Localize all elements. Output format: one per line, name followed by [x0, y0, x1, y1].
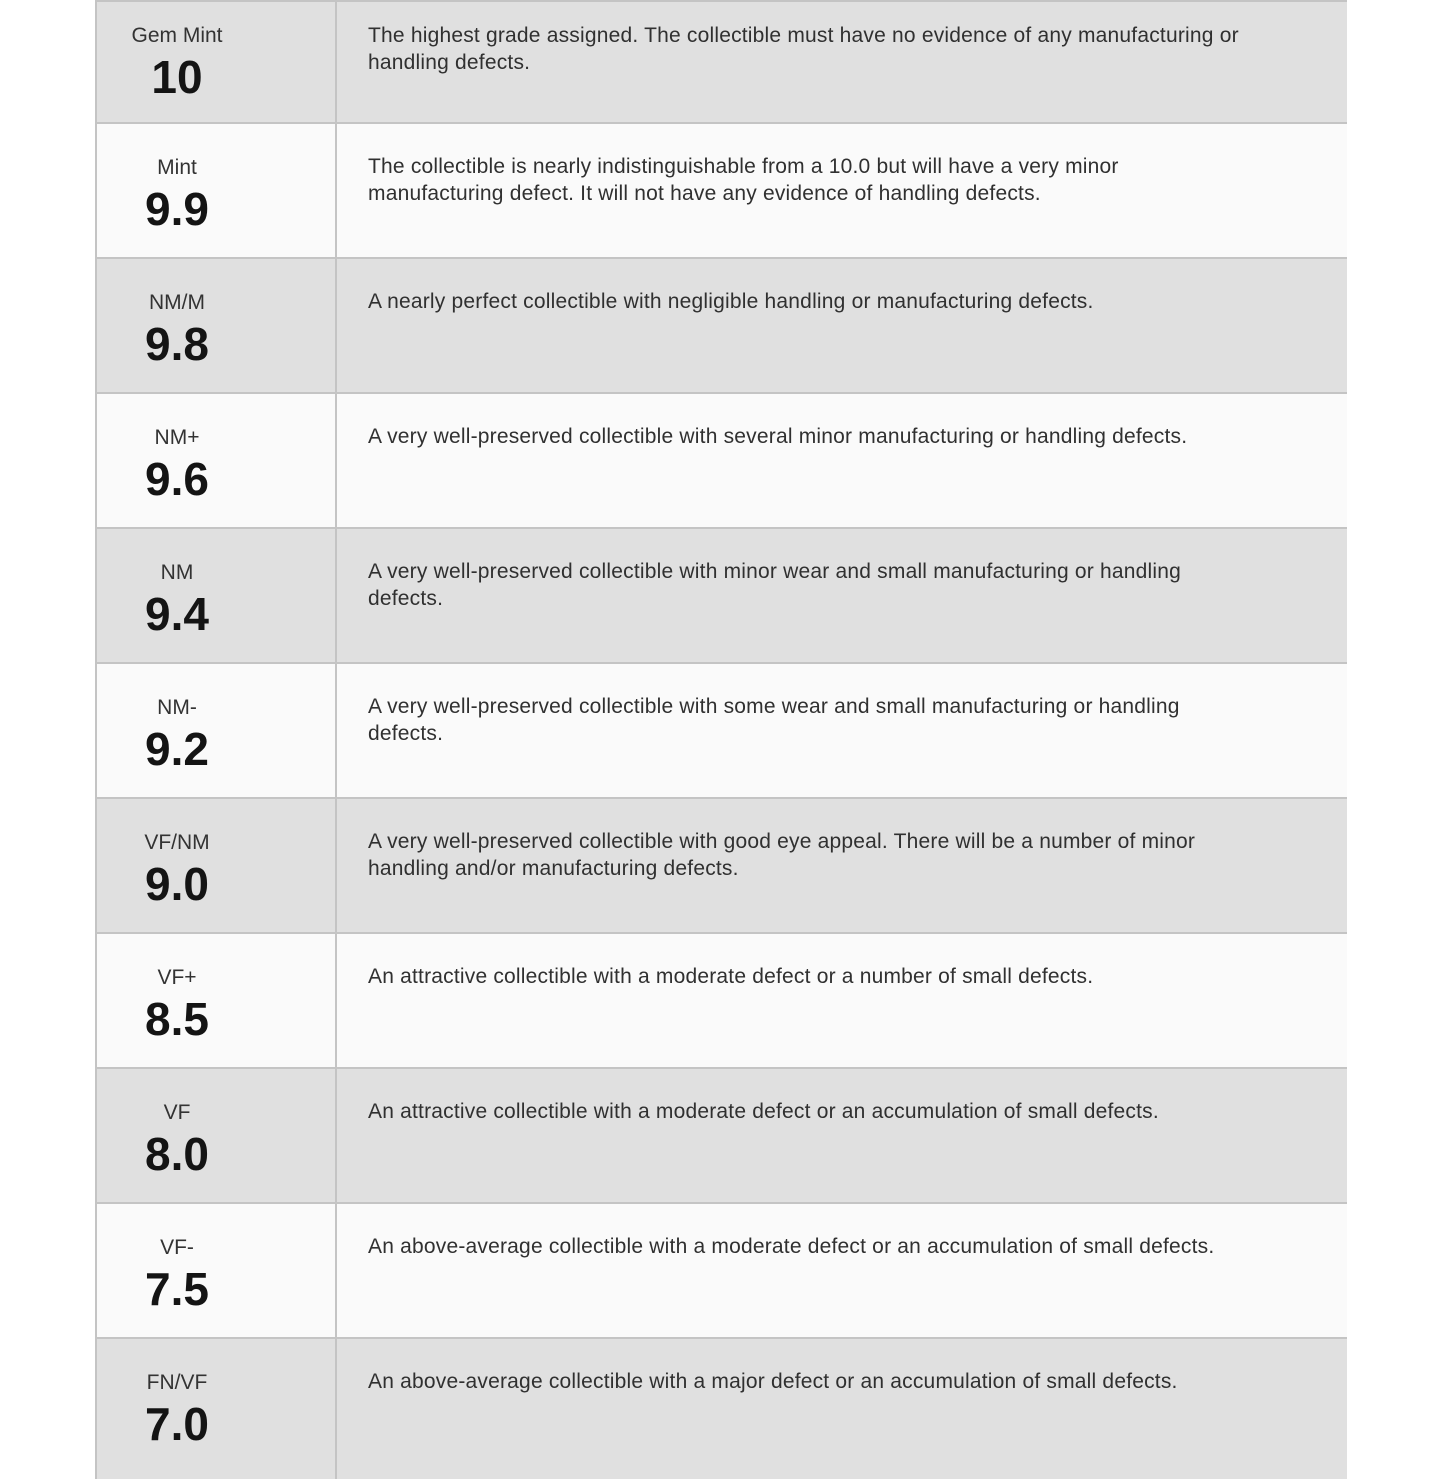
grade-value: 8.5 [145, 993, 209, 1045]
grade-description-cell [337, 529, 1347, 662]
grade-value: 9.2 [145, 723, 209, 775]
grade-label: NM+ [154, 426, 200, 449]
grade-value: 9.9 [145, 183, 209, 235]
grade-description-cell [337, 1339, 1347, 1479]
grade-description-line: A very well-preserved collectible with minor wear and small manufacturing or handling [368, 560, 1182, 583]
grade-description-cell [337, 934, 1347, 1067]
grade-description-cell [337, 1204, 1347, 1337]
grade-row [97, 799, 1347, 934]
grade-cell [97, 529, 337, 662]
grade-label: VF/NM [144, 831, 210, 854]
grade-cell [97, 394, 337, 527]
grade-label: NM [160, 561, 194, 584]
grade-description-cell [337, 2, 1347, 122]
grade-row [97, 394, 1347, 529]
grade-description-line: The collectible is nearly indistinguishable from a 10.0 but will have a very minor [368, 155, 1119, 178]
grade-description-line: handling defects. [368, 51, 531, 74]
grade-description-line: An attractive collectible with a moderate defect or a number of small defects. [368, 965, 1094, 988]
grade-cell [97, 1069, 337, 1202]
grade-label: VF- [160, 1236, 194, 1259]
grade-description-line: manufacturing defect. It will not have any evidence of handling defects. [368, 182, 1041, 205]
grade-value: 9.4 [145, 588, 209, 640]
grade-description-cell [337, 394, 1347, 527]
grade-description-line: A very well-preserved collectible with good eye appeal. There will be a number of minor [368, 830, 1196, 853]
grade-description-line: A nearly perfect collectible with negligible handling or manufacturing defects. [368, 290, 1094, 313]
grade-description-line: An attractive collectible with a moderate defect or an accumulation of small defects. [368, 1100, 1159, 1123]
grade-description-cell [337, 124, 1347, 257]
grade-row [97, 124, 1347, 259]
grade-description-line: An above-average collectible with a moderate defect or an accumulation of small defects. [368, 1235, 1215, 1258]
grade-row [97, 664, 1347, 799]
grade-value: 9.8 [145, 318, 209, 370]
grade-row [97, 529, 1347, 664]
grade-description-line: The highest grade assigned. The collectible must have no evidence of any manufacturing or [368, 24, 1239, 47]
grade-row [97, 2, 1347, 124]
grade-description-line: defects. [368, 587, 444, 610]
grade-label: NM/M [149, 291, 205, 314]
grade-value: 8.0 [145, 1128, 209, 1180]
grading-scale-table [95, 0, 1347, 1479]
grade-description-line: An above-average collectible with a major defect or an accumulation of small defects. [368, 1370, 1178, 1393]
grade-description-line: A very well-preserved collectible with some wear and small manufacturing or handling [368, 695, 1180, 718]
grade-description-cell [337, 664, 1347, 797]
grade-row [97, 1339, 1347, 1479]
grade-description-cell [337, 1069, 1347, 1202]
grade-cell [97, 259, 337, 392]
grade-cell [97, 1204, 337, 1337]
grade-description-cell [337, 799, 1347, 932]
grade-label: VF+ [157, 966, 197, 989]
grade-row [97, 1204, 1347, 1339]
grade-cell [97, 664, 337, 797]
grade-row [97, 934, 1347, 1069]
grade-cell [97, 1339, 337, 1479]
grade-description-cell [337, 259, 1347, 392]
grade-value: 10 [151, 51, 203, 103]
grade-value: 7.5 [145, 1263, 209, 1315]
grade-value: 9.6 [145, 453, 209, 505]
grade-label: VF [163, 1101, 191, 1124]
grade-label: NM- [157, 696, 197, 719]
grade-row [97, 259, 1347, 394]
grade-label: Gem Mint [131, 24, 223, 47]
grade-description-line: A very well-preserved collectible with several minor manufacturing or handling defects. [368, 425, 1188, 448]
grade-cell [97, 124, 337, 257]
grade-row [97, 1069, 1347, 1204]
grade-description-line: handling and/or manufacturing defects. [368, 857, 739, 880]
grade-cell [97, 799, 337, 932]
grade-label: Mint [157, 156, 197, 179]
grade-cell [97, 2, 337, 122]
grade-cell [97, 934, 337, 1067]
grade-label: FN/VF [146, 1371, 208, 1394]
grade-value: 9.0 [145, 858, 209, 910]
grade-value: 7.0 [145, 1398, 209, 1450]
grade-description-line: defects. [368, 722, 444, 745]
